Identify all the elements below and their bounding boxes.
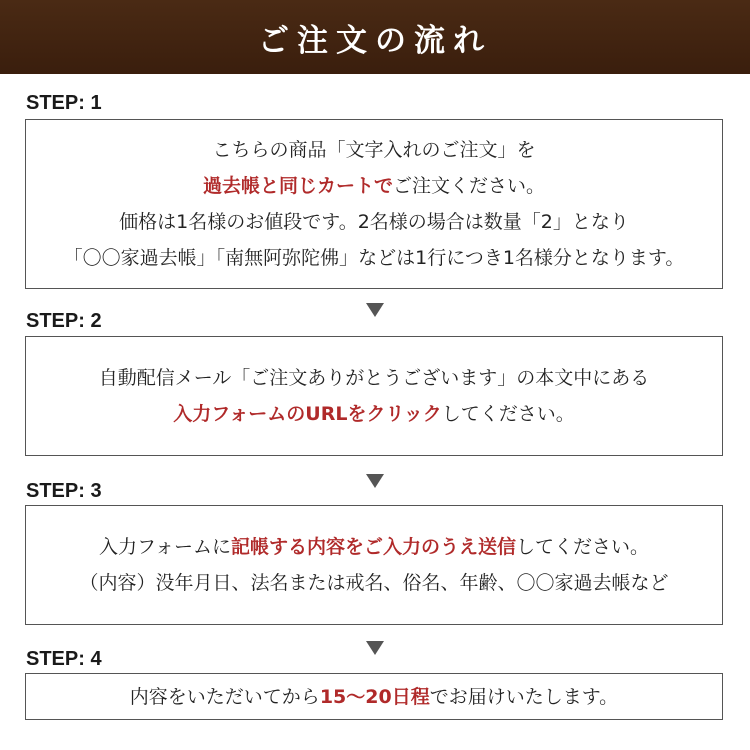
text-segment: でお届けいたします。 (429, 685, 619, 708)
highlight-text: 過去帳と同じカートで (202, 175, 393, 197)
step-2-line-2 (173, 396, 574, 432)
text-segment: 自動配信メール「ご注文ありがとうございます」の本文中にある (98, 367, 650, 389)
down-arrow-icon (366, 641, 384, 655)
step-1-box (25, 119, 723, 289)
down-arrow-icon (366, 474, 384, 488)
text-segment: 価格は1名様のお値段です。2名様の場合は数量「2」となり (119, 211, 629, 233)
page-title: ご注文の流れ (258, 22, 492, 59)
step-2-line-1 (99, 360, 650, 396)
step-4-box (25, 673, 723, 720)
step-2-box (25, 336, 723, 456)
step-1-label: STEP: 1 (26, 92, 102, 114)
text-segment: 入力フォームに (98, 536, 232, 558)
text-segment: ご注文ください。 (393, 175, 546, 197)
highlight-text: 15～20日程 (319, 685, 430, 708)
step-2-label: STEP: 2 (26, 310, 102, 332)
text-segment: してください。 (441, 403, 575, 425)
text-segment: 内容をいただいてから (129, 685, 320, 708)
text-segment: こちらの商品「文字入れのご注文」を (212, 139, 536, 161)
highlight-text: 入力フォームのURLをクリック (173, 403, 442, 425)
step-1-line-2 (203, 168, 545, 204)
text-segment: 「〇〇家過去帳」「南無阿弥陀佛」などは1行につき1名様分となります。 (63, 247, 685, 269)
step-3-label: STEP: 3 (26, 480, 102, 502)
step-3-line-2 (79, 565, 668, 601)
step-1-line-3 (119, 204, 629, 240)
step-1-line-4 (64, 240, 685, 276)
step-4-label: STEP: 4 (26, 648, 102, 670)
text-segment: （内容）没年月日、法名または戒名、俗名、年齢、〇〇家過去帳など (79, 572, 669, 594)
highlight-text: 記帳する内容をご入力のうえ送信 (231, 536, 517, 558)
step-1-line-1 (212, 132, 535, 168)
step-4-line-1 (130, 683, 618, 711)
text-segment: してください。 (516, 536, 650, 558)
step-3-line-1 (99, 529, 649, 565)
down-arrow-icon (366, 303, 384, 317)
step-3-box (25, 505, 723, 625)
header-banner (0, 0, 750, 74)
